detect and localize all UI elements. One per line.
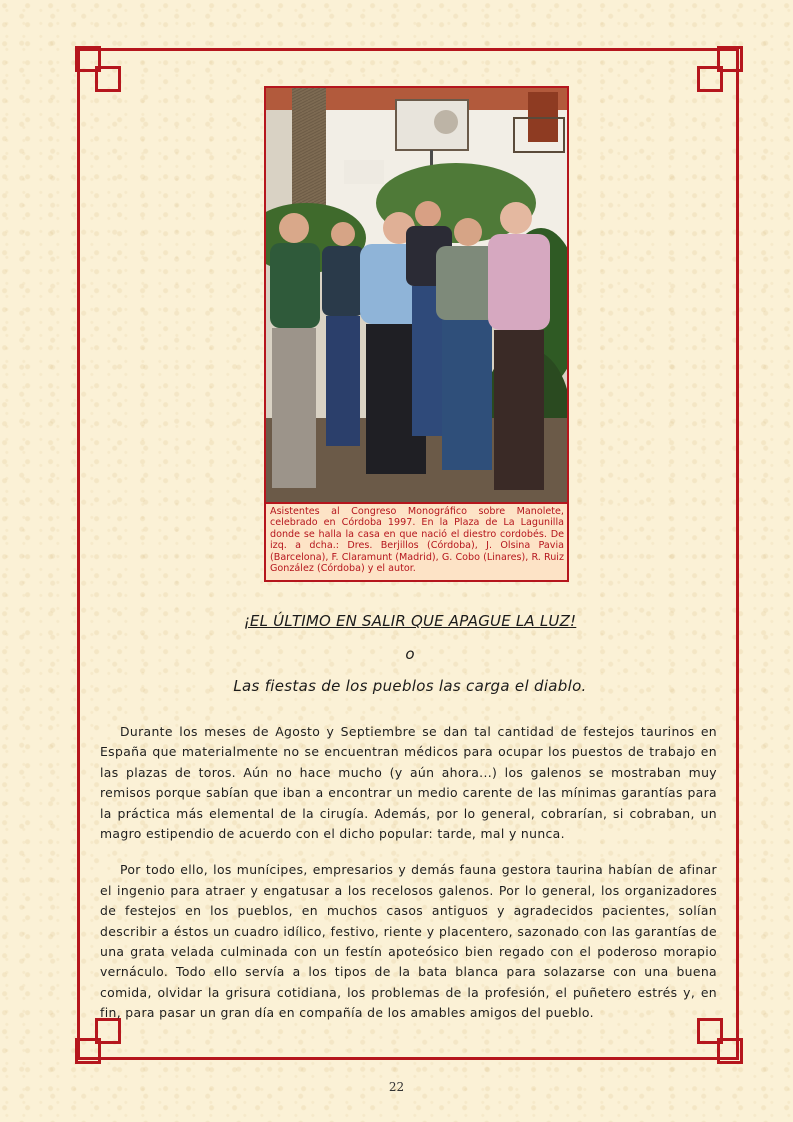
article-title-block	[100, 612, 720, 695]
page-number: 22	[388, 1080, 405, 1094]
article-subtitle: Las fiestas de los pueblos las carga el diablo.	[233, 677, 587, 695]
corner-ornament-top-right	[695, 46, 743, 94]
paragraph: Durante los meses de Agosto y Septiembre se dan tal cantidad de festejos taurinos en España que materialmente no se encuentran médicos para ocupar los puestos de trabajo en las plazas de toros. Aún no hace mucho (y aún ahora...) los galenos se mostraban muy remisos porque sabían que iban a encontrar un medio carente de las mínimas garantías para la práctica más elemental de la cirugía. Además, por lo general, cobrarían, si cobraban, un magro estipendio de acuerdo con el dicho popular: tarde, mal y nunca.	[100, 724, 717, 842]
article-title: ¡EL ÚLTIMO EN SALIR QUE APAGUE LA LUZ!	[243, 612, 577, 630]
photo-figure	[264, 86, 569, 582]
corner-ornament-top-left	[75, 46, 123, 94]
group-photo	[266, 88, 567, 504]
paragraph: Por todo ello, los munícipes, empresarios y demás fauna gestora taurina habían de afinar el ingenio para atraer y engatusar a los recelosos galenos. Por lo general, los organizadores de festejos en los pueblos, en muchos casos antiguos y agradecidos pacientes, solían describir a éstos un cuadro idílico, festivo, riente y placentero, sazonado con las garantías de una grata velada culminada con un festín apoteósico bien regado con el poderoso morapio vernáculo. Todo ello servía a los tipos de la bata blanca para solazarse con una buena comida, olvidar la grisura cotidiana, los problemas de la profesión, el puñetero estrés y, en fin, para pasar un gran día en compañía de los amables amigos del pueblo.	[100, 862, 717, 1021]
photo-caption: Asistentes al Congreso Monográfico sobre Manolete, celebrado en Córdoba 1997. En la Plaza de La Lagunilla donde se halla la casa en que nació el diestro cordobés. De izq. a dcha.: Dres. Berjillos (Córdoba), J. Olsina Pavia (Barcelona), F. Claramunt (Madrid), G. Cobo (Linares), R. Ruiz González (Córdoba) y el autor.	[270, 506, 564, 575]
article-body	[100, 722, 717, 1040]
title-connector: o	[405, 645, 415, 663]
